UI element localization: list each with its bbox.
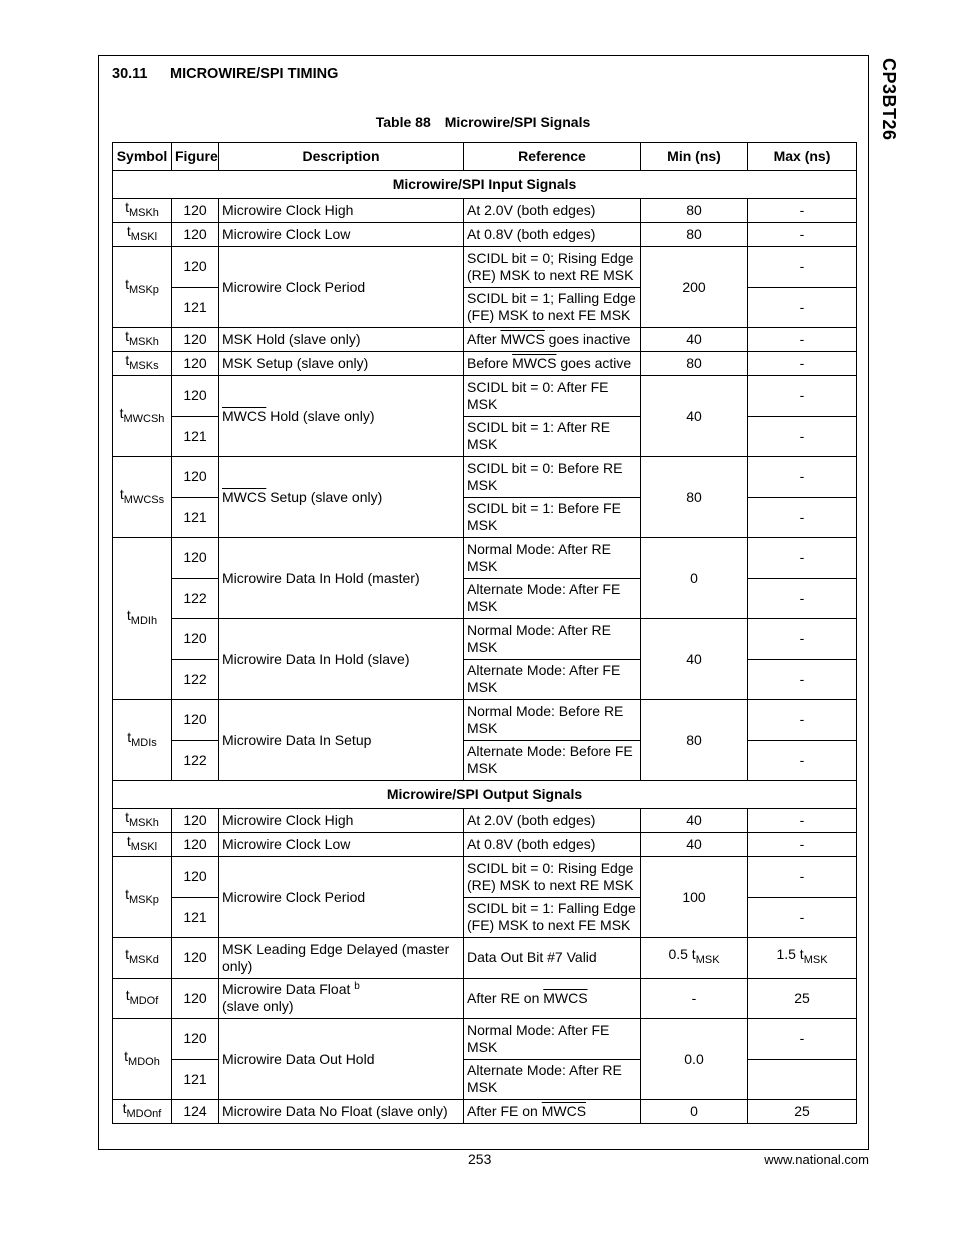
max-cell: - bbox=[748, 809, 857, 833]
symbol-cell: $t_{MSKh}$ bbox=[113, 328, 172, 352]
max-cell: - bbox=[748, 199, 857, 223]
table-row bbox=[113, 352, 857, 376]
figure-cell: 120 bbox=[172, 376, 219, 417]
max-cell: - bbox=[748, 897, 857, 938]
section-row-output: Microwire/SPI Output Signals bbox=[113, 781, 857, 809]
description-cell: MSK Setup (slave only) bbox=[219, 352, 464, 376]
footnote-marker: b bbox=[354, 981, 360, 993]
section-row-input: Microwire/SPI Input Signals bbox=[113, 171, 857, 199]
figure-cell: 121 bbox=[172, 497, 219, 538]
min-cell: 80 bbox=[641, 457, 748, 538]
reference-cell: Data Out Bit #7 Valid bbox=[464, 938, 641, 979]
figure-cell: 121 bbox=[172, 897, 219, 938]
figure-cell: 120 bbox=[172, 833, 219, 857]
symbol-cell: $t_{MDIs}$ bbox=[113, 700, 172, 781]
max-cell: - bbox=[748, 376, 857, 417]
min-cell: 200 bbox=[641, 247, 748, 328]
symbol-cell: $t_{MWCSs}$ bbox=[113, 457, 172, 538]
table-header-row bbox=[113, 143, 857, 171]
reference-cell: Before MWCS goes active bbox=[464, 352, 641, 376]
max-cell: - bbox=[748, 619, 857, 660]
reference-cell: Alternate Mode: Before FE MSK bbox=[464, 740, 641, 781]
description-cell: MWCS Setup (slave only) bbox=[219, 457, 464, 538]
min-cell: 40 bbox=[641, 619, 748, 700]
reference-cell: SCIDL bit = 0: Rising Edge (RE) MSK to next RE MSK bbox=[464, 857, 641, 898]
table-row bbox=[113, 1100, 857, 1124]
min-cell: 0 bbox=[641, 538, 748, 619]
table-row bbox=[113, 376, 857, 417]
section-heading bbox=[112, 66, 338, 82]
description-cell: Microwire Clock Low bbox=[219, 223, 464, 247]
reference-cell: Alternate Mode: After FE MSK bbox=[464, 659, 641, 700]
header-figure: Figure bbox=[172, 143, 219, 171]
header-max: Max (ns) bbox=[748, 143, 857, 171]
figure-cell: 121 bbox=[172, 1059, 219, 1100]
table-title: Microwire/SPI Signals bbox=[444, 114, 591, 130]
header-symbol: Symbol bbox=[113, 143, 172, 171]
reference-cell: At 0.8V (both edges) bbox=[464, 223, 641, 247]
max-cell: - bbox=[748, 857, 857, 898]
max-cell: - bbox=[748, 833, 857, 857]
table-row bbox=[113, 938, 857, 979]
figure-cell: 120 bbox=[172, 457, 219, 498]
mwcs-overline-text: MWCS bbox=[500, 331, 545, 347]
figure-cell: 120 bbox=[172, 352, 219, 376]
table-row bbox=[113, 833, 857, 857]
description-cell: Microwire Clock Low bbox=[219, 833, 464, 857]
reference-cell: SCIDL bit = 1; Falling Edge (FE) MSK to next FE MSK bbox=[464, 287, 641, 328]
symbol-cell: $t_{MSKh}$ bbox=[113, 809, 172, 833]
reference-cell: At 2.0V (both edges) bbox=[464, 809, 641, 833]
reference-cell: SCIDL bit = 1: Falling Edge (FE) MSK to next FE MSK bbox=[464, 897, 641, 938]
table-row bbox=[113, 457, 857, 498]
reference-cell: SCIDL bit = 1: Before FE MSK bbox=[464, 497, 641, 538]
reference-cell: SCIDL bit = 0; Rising Edge (RE) MSK to next RE MSK bbox=[464, 247, 641, 288]
symbol-cell: $t_{MWCSh}$ bbox=[113, 376, 172, 457]
table-row bbox=[113, 247, 857, 288]
min-cell: 40 bbox=[641, 809, 748, 833]
description-cell: Microwire Clock High bbox=[219, 809, 464, 833]
reference-cell: Normal Mode: After RE MSK bbox=[464, 538, 641, 579]
max-cell: - bbox=[748, 659, 857, 700]
description-cell: Microwire Clock Period bbox=[219, 857, 464, 938]
table-row bbox=[113, 1019, 857, 1060]
max-cell: - bbox=[748, 1019, 857, 1060]
symbol-cell: $t_{MSKp}$ bbox=[113, 247, 172, 328]
max-cell: 25 bbox=[748, 1100, 857, 1124]
header-reference: Reference bbox=[464, 143, 641, 171]
reference-cell: SCIDL bit = 0: After FE MSK bbox=[464, 376, 641, 417]
figure-cell: 120 bbox=[172, 700, 219, 741]
table-row bbox=[113, 809, 857, 833]
symbol-cell: $t_{MSKp}$ bbox=[113, 857, 172, 938]
symbol-cell: $t_{MSKl}$ bbox=[113, 223, 172, 247]
table-row bbox=[113, 538, 857, 579]
reference-cell: At 0.8V (both edges) bbox=[464, 833, 641, 857]
reference-cell: Normal Mode: Before RE MSK bbox=[464, 700, 641, 741]
table-row bbox=[113, 857, 857, 898]
symbol-cell: $t_{MDIh}$ bbox=[113, 538, 172, 700]
min-cell: 100 bbox=[641, 857, 748, 938]
symbol-cell: $t_{MSKl}$ bbox=[113, 833, 172, 857]
symbol-cell: $t_{MSKd}$ bbox=[113, 938, 172, 979]
figure-cell: 120 bbox=[172, 538, 219, 579]
table-row bbox=[113, 328, 857, 352]
table-number: Table 88 bbox=[375, 114, 431, 130]
min-cell: 40 bbox=[641, 376, 748, 457]
figure-cell: 120 bbox=[172, 809, 219, 833]
max-cell: 25 bbox=[748, 978, 857, 1019]
mwcs-overline-text: MWCS bbox=[541, 1103, 587, 1119]
max-cell: - bbox=[748, 223, 857, 247]
reference-cell: Normal Mode: After FE MSK bbox=[464, 1019, 641, 1060]
max-cell: - bbox=[748, 497, 857, 538]
figure-cell: 120 bbox=[172, 619, 219, 660]
symbol-cell: $t_{MSKh}$ bbox=[113, 199, 172, 223]
max-cell: - bbox=[748, 740, 857, 781]
table-row bbox=[113, 619, 857, 660]
header-description: Description bbox=[219, 143, 464, 171]
symbol-cell: $t_{MDOnf}$ bbox=[113, 1100, 172, 1124]
reference-cell: SCIDL bit = 1: After RE MSK bbox=[464, 416, 641, 457]
description-cell: Microwire Data In Hold (slave) bbox=[219, 619, 464, 700]
figure-cell: 120 bbox=[172, 857, 219, 898]
section-number: 30.11 bbox=[112, 66, 148, 82]
max-cell bbox=[748, 1059, 857, 1100]
reference-cell: After MWCS goes inactive bbox=[464, 328, 641, 352]
table-row bbox=[113, 700, 857, 741]
max-cell: - bbox=[748, 416, 857, 457]
figure-cell: 120 bbox=[172, 1019, 219, 1060]
reference-cell: After FE on MWCS bbox=[464, 1100, 641, 1124]
description-cell: MSK Hold (slave only) bbox=[219, 328, 464, 352]
signals-table bbox=[112, 142, 857, 1124]
description-cell: Microwire Clock High bbox=[219, 199, 464, 223]
part-number-tag: CP3BT26 bbox=[879, 58, 899, 141]
figure-cell: 120 bbox=[172, 978, 219, 1019]
reference-cell: At 2.0V (both edges) bbox=[464, 199, 641, 223]
symbol-cell: $t_{MDOh}$ bbox=[113, 1019, 172, 1100]
figure-cell: 122 bbox=[172, 578, 219, 619]
figure-cell: 120 bbox=[172, 223, 219, 247]
reference-cell: Alternate Mode: After FE MSK bbox=[464, 578, 641, 619]
min-cell: - bbox=[641, 978, 748, 1019]
description-cell: Microwire Data In Setup bbox=[219, 700, 464, 781]
max-cell: - bbox=[748, 247, 857, 288]
min-cell: 80 bbox=[641, 700, 748, 781]
figure-cell: 121 bbox=[172, 287, 219, 328]
figure-cell: 120 bbox=[172, 328, 219, 352]
reference-cell: Normal Mode: After RE MSK bbox=[464, 619, 641, 660]
table-caption bbox=[0, 114, 954, 130]
min-cell: 40 bbox=[641, 328, 748, 352]
min-cell: 0 bbox=[641, 1100, 748, 1124]
description-cell: Microwire Clock Period bbox=[219, 247, 464, 328]
max-cell: - bbox=[748, 328, 857, 352]
figure-cell: 124 bbox=[172, 1100, 219, 1124]
max-cell: - bbox=[748, 578, 857, 619]
min-cell: 80 bbox=[641, 199, 748, 223]
figure-cell: 120 bbox=[172, 247, 219, 288]
reference-cell: SCIDL bit = 0: Before RE MSK bbox=[464, 457, 641, 498]
table-row bbox=[113, 978, 857, 1019]
min-cell: 80 bbox=[641, 352, 748, 376]
description-cell: MSK Leading Edge Delayed (master only) bbox=[219, 938, 464, 979]
description-cell: Microwire Data No Float (slave only) bbox=[219, 1100, 464, 1124]
mwcs-overline-text: MWCS bbox=[543, 989, 588, 1006]
max-cell: - bbox=[748, 538, 857, 579]
min-cell: 0.5 $t_{MSK}$ bbox=[641, 938, 748, 979]
description-cell: Microwire Data Out Hold bbox=[219, 1019, 464, 1100]
description-cell: Microwire Data In Hold (master) bbox=[219, 538, 464, 619]
page-number: 253 bbox=[468, 1151, 492, 1167]
table-row bbox=[113, 223, 857, 247]
max-cell: - bbox=[748, 457, 857, 498]
max-cell: - bbox=[748, 352, 857, 376]
description-cell: MWCS Hold (slave only) bbox=[219, 376, 464, 457]
figure-cell: 120 bbox=[172, 199, 219, 223]
mwcs-overline-text: MWCS bbox=[512, 355, 557, 371]
min-cell: 80 bbox=[641, 223, 748, 247]
reference-cell: After RE on MWCS bbox=[464, 978, 641, 1019]
symbol-cell: $t_{MSKs}$ bbox=[113, 352, 172, 376]
min-cell: 40 bbox=[641, 833, 748, 857]
figure-cell: 122 bbox=[172, 740, 219, 781]
symbol-cell: $t_{MDOf}$ bbox=[113, 978, 172, 1019]
max-cell: - bbox=[748, 700, 857, 741]
max-cell: - bbox=[748, 287, 857, 328]
header-min: Min (ns) bbox=[641, 143, 748, 171]
website-link[interactable]: www.national.com bbox=[764, 1152, 869, 1167]
max-cell: 1.5 $t_{MSK}$ bbox=[748, 938, 857, 979]
reference-cell: Alternate Mode: After RE MSK bbox=[464, 1059, 641, 1100]
table-row bbox=[113, 199, 857, 223]
figure-cell: 120 bbox=[172, 938, 219, 979]
min-cell: 0.0 bbox=[641, 1019, 748, 1100]
figure-cell: 121 bbox=[172, 416, 219, 457]
figure-cell: 122 bbox=[172, 659, 219, 700]
description-cell: Microwire Data Float $^b$ (slave only) bbox=[219, 978, 464, 1019]
section-title: MICROWIRE/SPI TIMING bbox=[170, 66, 339, 82]
